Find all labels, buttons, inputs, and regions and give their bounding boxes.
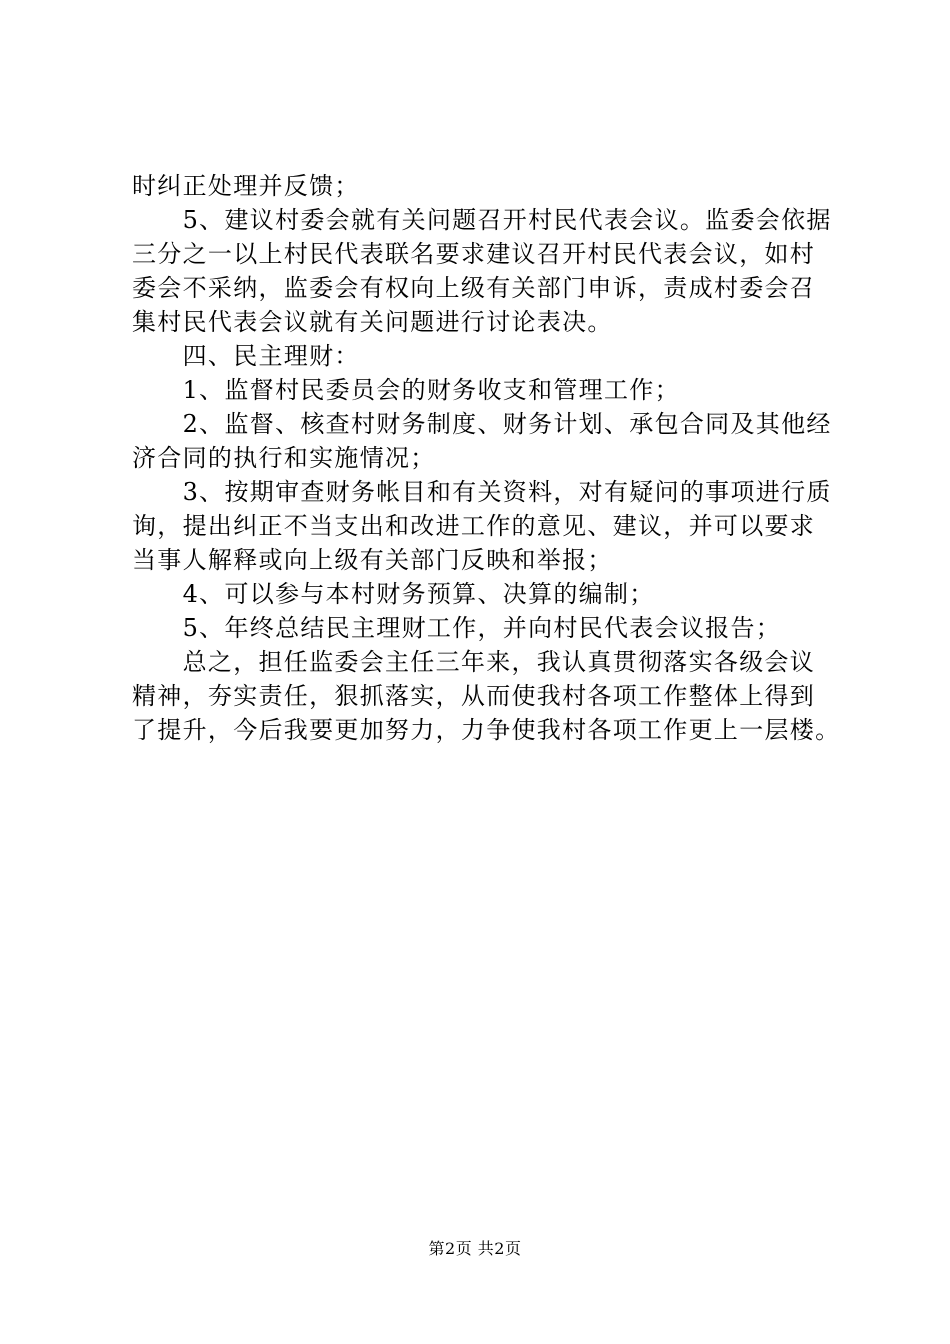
text-line: 3、按期审查财务帐目和有关资料，对有疑问的事项进行质	[132, 478, 832, 506]
text-line: 集村民代表会议就有关问题进行讨论表决。	[132, 308, 613, 336]
section-heading: 四、民主理财：	[132, 342, 360, 370]
text-line: 2、监督、核查村财务制度、财务计划、承包合同及其他经	[132, 410, 832, 438]
text-line: 三分之一以上村民代表联名要求建议召开村民代表会议，如村	[132, 240, 816, 268]
text-line: 总之，担任监委会主任三年来，我认真贯彻落实各级会议	[132, 648, 816, 676]
text-line: 4、可以参与本村财务预算、决算的编制；	[132, 580, 655, 608]
text-line: 了提升，今后我要更加努力，力争使我村各项工作更上一层楼。	[132, 716, 841, 744]
text-line: 1、监督村民委员会的财务收支和管理工作；	[132, 376, 680, 404]
text-line: 5、年终总结民主理财工作，并向村民代表会议报告；	[132, 614, 782, 642]
text-line: 当事人解释或向上级有关部门反映和举报；	[132, 546, 613, 574]
text-line: 询，提出纠正不当支出和改进工作的意见、建议，并可以要求	[132, 512, 816, 540]
text-line: 5、建议村委会就有关问题召开村民代表会议。监委会依据	[132, 206, 832, 234]
page-footer: 第2页 共2页	[428, 1239, 522, 1258]
document-body	[132, 169, 852, 747]
text-line: 济合同的执行和实施情况；	[132, 444, 436, 472]
text-line: 精神，夯实责任，狠抓落实，从而使我村各项工作整体上得到	[132, 682, 816, 710]
text-line: 委会不采纳，监委会有权向上级有关部门申诉，责成村委会召	[132, 274, 816, 302]
text-line: 时纠正处理并反馈；	[132, 172, 360, 200]
